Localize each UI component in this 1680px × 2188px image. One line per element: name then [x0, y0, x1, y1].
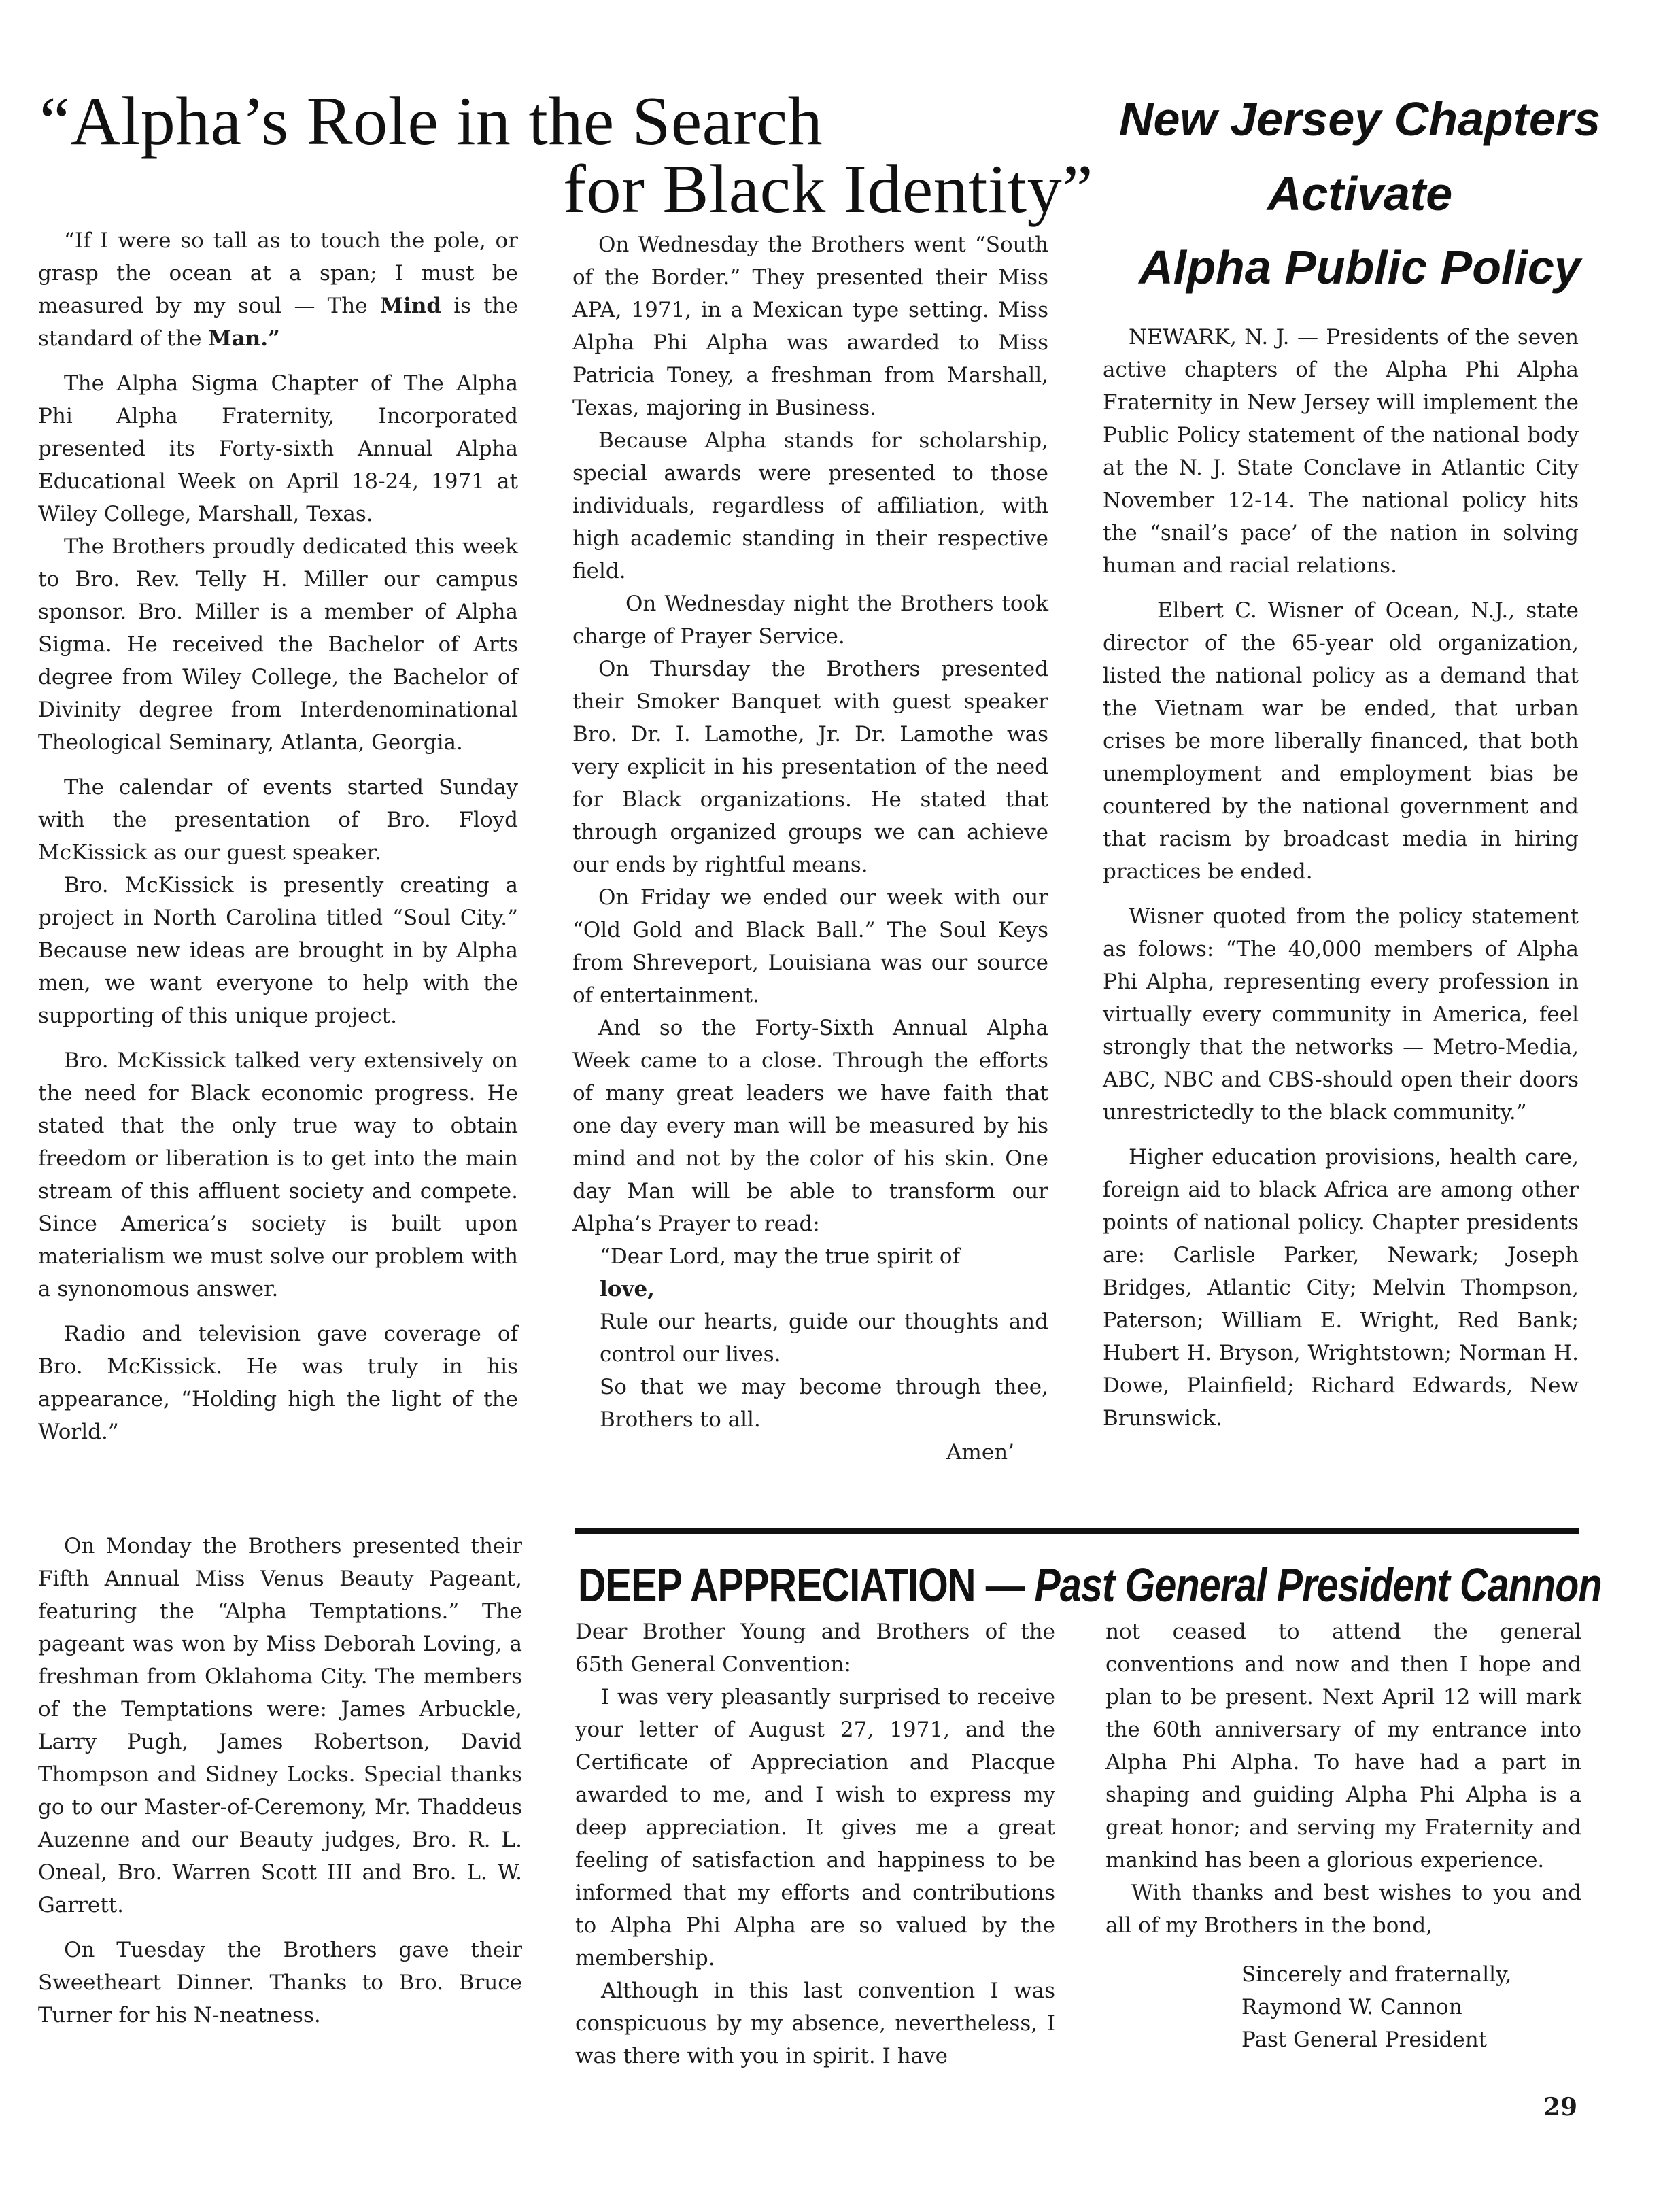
paragraph: I was very pleasantly surprised to receive your letter of August 27, 1971, and the Certificate of Appreciation and Placque awarded to me, and I wish to express my deep appreciation. It gives me a great feeling of satisfaction and happiness to be informed that my efforts and contributions to Alpha Phi Alpha are so valued by the membership.: [575, 1685, 1055, 1970]
prayer-line: So that we may become through thee, Brothers to all.: [600, 1375, 1048, 1432]
article2-title-line1: New Jersey Chapters: [1118, 92, 1601, 146]
signature-block: [1241, 1958, 1511, 2056]
article2-title-line2: Activate: [1267, 167, 1453, 220]
closing: Sincerely and fraternally,: [1241, 1962, 1512, 1987]
paragraph: On Wednesday the Brothers went “South of the Border.” They presented their Miss APA, 1971, in a Mexican type setting. Miss Alpha Phi Alpha was awarded to Miss Patricia Toney, a freshman from Marshall, Texas, majoring in Business.: [572, 233, 1048, 420]
article1-column1-lower: [38, 1530, 522, 2044]
paragraph: On Thursday the Brothers presented their Smoker Banquet with guest speaker Bro. Dr. I. Lamothe, Jr. Dr. Lamothe was very explicit in his presentation of the need for Black organizations. He stated that through organized groups we can achieve our ends by rightful means.: [572, 657, 1048, 877]
article1-column1: [38, 224, 518, 1460]
paragraph: Wisner quoted from the policy statement as folows: “The 40,000 members of Alpha Phi Alpha, representing every profession in virtually every community in America, feel strongly that the networks — Metro-Media, ABC, NBC and CBS-should open their doors unrestrictedly to the black community.”: [1103, 904, 1579, 1125]
prayer-amen: Amen’: [946, 1440, 1014, 1465]
article3-heading: DEEP APPRECIATION — Past General President Cannon: [578, 1558, 1602, 1611]
prayer-line: “Dear Lord, may the true spirit of: [600, 1244, 960, 1269]
paragraph: With thanks and best wishes to you and all of my Brothers in the bond,: [1105, 1881, 1581, 1938]
alpha-prayer: [572, 1240, 1048, 1469]
paragraph: And so the Forty-Sixth Annual Alpha Week came to a close. Through the efforts of many great leaders we have faith that one day every man will be measured by his mind and not by the color of his skin. One day Man will be able to transform our Alpha’s Prayer to read:: [572, 1016, 1048, 1236]
article3-column-right: [1105, 1616, 1581, 1942]
salutation: Dear Brother Young and Brothers of the 65th General Convention:: [575, 1620, 1055, 1677]
paragraph: The Alpha Sigma Chapter of The Alpha Phi Alpha Fraternity, Incorporated presented its Forty-sixth Annual Alpha Educational Week on April 18-24, 1971 at Wiley College, Marshall, Texas.: [38, 371, 518, 526]
prayer-line: Rule our hearts, guide our thoughts and control our lives.: [600, 1310, 1048, 1367]
article3-column-left: [575, 1616, 1055, 2072]
paragraph: NEWARK, N. J. — Presidents of the seven active chapters of the Alpha Phi Alpha Fraternity in New Jersey will implement the Public Policy statement of the national body at the N. J. State Conclave in Atlantic City November 12-14. The national policy hits the “snail’s pace’ of the nation in solving human and racial relations.: [1103, 325, 1579, 578]
article2-title-line3: Alpha Public Policy: [1139, 241, 1581, 294]
epigraph: “If I were so tall as to touch the pole, or grasp the ocean at a span; I must be measured by my soul — The Mind is the standard of the Man.”: [38, 228, 518, 351]
paragraph: Higher education provisions, health care, foreign aid to black Africa are among other points of national policy. Chapter presidents are: Carlisle Parker, Newark; Joseph Bridges, Atlantic City; Melvin Thompson, Paterson; William E. Wright, Red Bank; Hubert H. Bryson, Wrightstown; Norman H. Dowe, Plainfield; Richard Edwards, New Brunswick.: [1103, 1145, 1579, 1431]
article1-column2: [572, 228, 1048, 1469]
prayer-line: love,: [600, 1277, 655, 1301]
paragraph: Although in this last convention I was conspicuous by my absence, nevertheless, I was there with you in spirit. I have: [575, 1979, 1055, 2068]
paragraph: Bro. McKissick talked very extensively on the need for Black economic progress. He stated that the only true way to obtain freedom or liberation is to get into the main stream of this affluent society and compete. Since America’s society is built upon materialism we must solve our problem with a synonomous answer.: [38, 1048, 518, 1301]
article2-body: [1103, 321, 1579, 1447]
page-number: 29: [1543, 2093, 1578, 2121]
paragraph: On Monday the Brothers presented their Fifth Annual Miss Venus Beauty Pageant, featuring the “Alpha Temptations.” The pageant was won by Miss Deborah Loving, a freshman from Oklahoma City. The members of the Temptations were: James Arbuckle, Larry Pugh, James Robertson, David Thompson and Sidney Locks. Special thanks go to our Master-of-Ceremony, Mr. Thaddeus Auzenne and our Beauty judges, Bro. R. L. Oneal, Bro. Warren Scott III and Bro. L. W. Garrett.: [38, 1534, 522, 1917]
paragraph: On Wednesday night the Brothers took charge of Prayer Service.: [572, 592, 1048, 649]
article-title-line1: “Alpha’s Role in the Search: [39, 83, 823, 160]
paragraph: Bro. McKissick is presently creating a project in North Carolina titled “Soul City.” Because new ideas are brought in by Alpha men, we want everyone to help with the supporting of this unique project.: [38, 873, 518, 1028]
section-divider-rule: [575, 1528, 1579, 1534]
paragraph: not ceased to attend the general conventions and now and then I hope and plan to be present. Next April 12 will mark the 60th anniversary of my entrance into Alpha Phi Alpha. To have had a part in shaping and guiding Alpha Phi Alpha is a great honor; and serving my Fraternity and mankind has been a glorious experience.: [1105, 1620, 1581, 1873]
paragraph: Because Alpha stands for scholarship, special awards were presented to those individuals, regardless of affiliation, with high academic standing in their respective field.: [572, 428, 1048, 583]
paragraph: The Brothers proudly dedicated this week to Bro. Rev. Telly H. Miller our campus sponsor. Bro. Miller is a member of Alpha Sigma. He received the Bachelor of Arts degree from Wiley College, the Bachelor of Divinity degree from Interdenominational Theological Seminary, Atlanta, Georgia.: [38, 534, 518, 755]
paragraph: On Tuesday the Brothers gave their Sweetheart Dinner. Thanks to Bro. Bruce Turner for his N-neatness.: [38, 1938, 522, 2028]
signer-title: Past General President: [1241, 2028, 1488, 2052]
paragraph: Radio and television gave coverage of Bro. McKissick. He was truly in his appearance, “Holding high the light of the World.”: [38, 1322, 518, 1444]
paragraph: The calendar of events started Sunday with the presentation of Bro. Floyd McKissick as our guest speaker.: [38, 775, 518, 865]
paragraph: On Friday we ended our week with our “Old Gold and Black Ball.” The Soul Keys from Shreveport, Louisiana was our source of entertainment.: [572, 885, 1048, 1008]
article-title-line2: for Black Identity”: [563, 151, 1093, 228]
signer-name: Raymond W. Cannon: [1241, 1995, 1462, 2019]
paragraph: Elbert C. Wisner of Ocean, N.J., state director of the 65-year old organization, listed the national policy as a demand that the Vietnam war be ended, that urban crises be more liberally financed, that both unemployment and employment bias be countered by the national government and that racism by broadcast media in hiring practices be ended.: [1103, 598, 1579, 884]
